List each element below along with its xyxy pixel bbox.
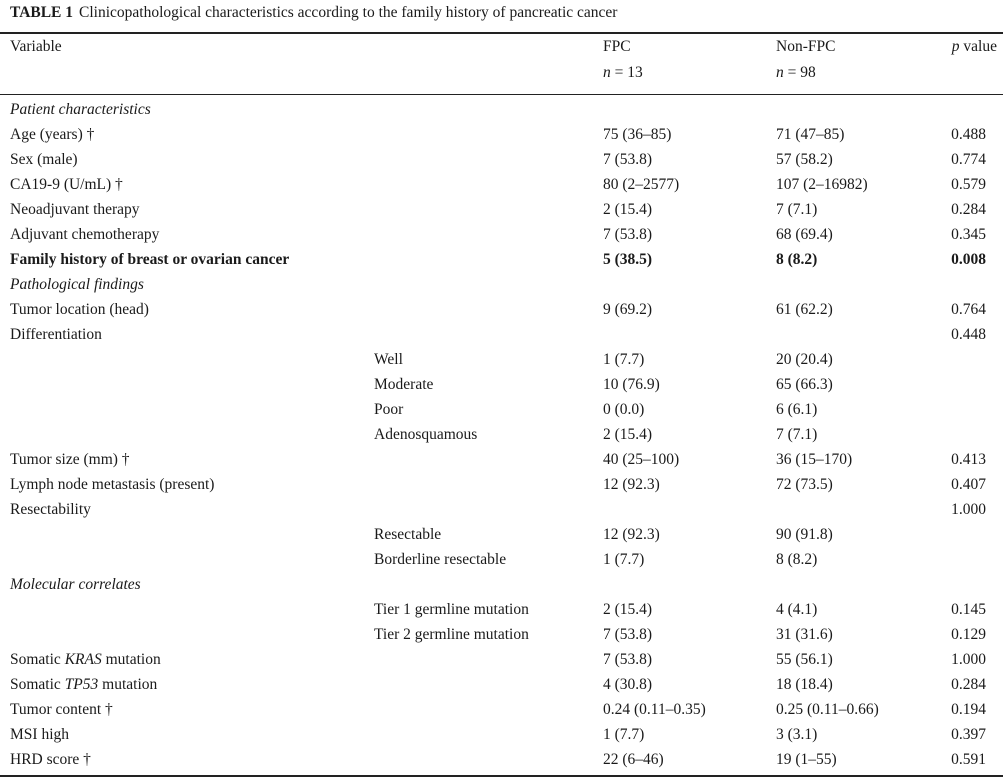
row-fpc: 7 (53.8) — [603, 651, 653, 668]
row-fpc: 2 (15.4) — [603, 426, 653, 443]
row-variable: Tumor size (mm) † — [10, 451, 130, 468]
header-fpc: FPC — [603, 38, 631, 55]
row-p: 0.129 — [951, 626, 986, 643]
row-nonfpc: 71 (47–85) — [776, 126, 845, 143]
table-row — [0, 722, 1003, 747]
row-nonfpc: 90 (91.8) — [776, 526, 833, 543]
gene-name: TP53 — [64, 676, 99, 693]
table-row — [0, 197, 1003, 222]
row-nonfpc: 8 (8.2) — [776, 251, 818, 268]
table-subrow — [0, 347, 1003, 372]
header-nonfpc-n — [776, 64, 816, 82]
header-variable: Variable — [10, 38, 62, 55]
bottom-rule — [0, 775, 1003, 777]
row-fpc: 7 (53.8) — [603, 626, 653, 643]
row-fpc: 75 (36–85) — [603, 126, 672, 143]
row-variable: Resectability — [10, 501, 91, 518]
row-p: 0.284 — [951, 676, 986, 693]
table-row — [0, 147, 1003, 172]
header-p-value — [952, 38, 997, 56]
table-subrow — [0, 422, 1003, 447]
header-nonfpc-n-value: = 98 — [783, 64, 816, 81]
table-row — [0, 672, 1003, 697]
table-row — [0, 122, 1003, 147]
row-nonfpc: 61 (62.2) — [776, 301, 833, 318]
row-variable: Tumor content † — [10, 701, 113, 718]
row-p: 0.764 — [951, 301, 986, 318]
row-p: 0.397 — [951, 726, 986, 743]
table-row — [0, 697, 1003, 722]
row-nonfpc: 0.25 (0.11–0.66) — [776, 701, 879, 718]
row-nonfpc: 19 (1–55) — [776, 751, 837, 768]
table-title: Clinicopathological characteristics according to the family history of pancreatic cancer — [79, 4, 618, 21]
header-nonfpc-n-symbol: n — [776, 64, 784, 81]
row-variable: Differentiation — [10, 326, 102, 343]
row-variable: HRD score † — [10, 751, 91, 768]
header-nonfpc: Non-FPC — [776, 38, 836, 55]
row-nonfpc: 7 (7.1) — [776, 201, 818, 218]
row-p: 0.008 — [951, 251, 986, 268]
table-label: TABLE 1 — [10, 4, 74, 21]
table-subrow — [0, 597, 1003, 622]
row-p: 0.413 — [951, 451, 986, 468]
section-title: Patient characteristics — [10, 101, 151, 118]
row-nonfpc: 8 (8.2) — [776, 551, 818, 568]
row-fpc: 7 (53.8) — [603, 226, 653, 243]
table-subrow — [0, 372, 1003, 397]
row-p: 0.774 — [951, 151, 986, 168]
section-row — [0, 97, 1003, 122]
header-rule — [0, 94, 1003, 95]
row-variable: CA19-9 (U/mL) † — [10, 176, 123, 193]
row-p: 0.345 — [951, 226, 986, 243]
row-subvariable: Borderline resectable — [374, 551, 507, 568]
row-fpc: 1 (7.7) — [603, 351, 645, 368]
row-subvariable: Tier 1 germline mutation — [374, 601, 529, 618]
row-p: 0.145 — [951, 601, 986, 618]
table-row — [0, 472, 1003, 497]
row-p: 0.591 — [951, 751, 986, 768]
section-title: Pathological findings — [10, 276, 144, 293]
row-fpc: 2 (15.4) — [603, 601, 653, 618]
row-fpc: 2 (15.4) — [603, 201, 653, 218]
row-nonfpc: 57 (58.2) — [776, 151, 833, 168]
row-variable: Tumor location (head) — [10, 301, 149, 318]
row-variable: Family history of breast or ovarian cancer — [10, 251, 290, 268]
row-p: 1.000 — [951, 501, 986, 518]
row-subvariable: Adenosquamous — [374, 426, 478, 443]
row-variable-prefix: Somatic — [10, 676, 65, 693]
header-fpc-n-value: = 13 — [610, 64, 643, 81]
table-caption — [10, 4, 617, 22]
section-row — [0, 272, 1003, 297]
row-fpc: 1 (7.7) — [603, 551, 645, 568]
row-fpc: 40 (25–100) — [603, 451, 680, 468]
row-nonfpc: 18 (18.4) — [776, 676, 833, 693]
row-p: 0.284 — [951, 201, 986, 218]
header-fpc-n — [603, 64, 643, 82]
row-fpc: 12 (92.3) — [603, 476, 660, 493]
row-fpc: 10 (76.9) — [603, 376, 660, 393]
row-fpc: 7 (53.8) — [603, 151, 653, 168]
row-variable-suffix: mutation — [98, 676, 158, 693]
row-variable: Neoadjuvant therapy — [10, 201, 140, 218]
header-p-label: value — [959, 38, 997, 55]
gene-name: KRAS — [64, 651, 102, 668]
section-row — [0, 572, 1003, 597]
row-fpc: 4 (30.8) — [603, 676, 653, 693]
row-subvariable: Resectable — [374, 526, 442, 543]
section-title: Molecular correlates — [10, 576, 141, 593]
row-nonfpc: 31 (31.6) — [776, 626, 833, 643]
table-subrow — [0, 622, 1003, 647]
table-row — [0, 322, 1003, 347]
table-row — [0, 447, 1003, 472]
header-p-symbol: p — [951, 38, 960, 55]
table-row — [0, 222, 1003, 247]
table-row — [0, 747, 1003, 772]
table-row — [0, 172, 1003, 197]
row-p: 0.194 — [951, 701, 986, 718]
row-nonfpc: 72 (73.5) — [776, 476, 833, 493]
row-subvariable: Well — [374, 351, 403, 368]
row-variable: Age (years) † — [10, 126, 95, 143]
row-nonfpc: 3 (3.1) — [776, 726, 818, 743]
row-variable — [10, 672, 157, 697]
table-row — [0, 497, 1003, 522]
row-p: 0.448 — [951, 326, 986, 343]
row-nonfpc: 55 (56.1) — [776, 651, 833, 668]
row-fpc: 0 (0.0) — [603, 401, 645, 418]
row-fpc: 1 (7.7) — [603, 726, 645, 743]
table-row-highlighted — [0, 247, 1003, 272]
header-fpc-n-symbol: n — [603, 64, 611, 81]
table-subrow — [0, 547, 1003, 572]
table-row — [0, 297, 1003, 322]
row-fpc: 0.24 (0.11–0.35) — [603, 701, 706, 718]
row-variable: Lymph node metastasis (present) — [10, 476, 215, 493]
row-p: 0.579 — [951, 176, 986, 193]
row-nonfpc: 4 (4.1) — [776, 601, 818, 618]
row-fpc: 12 (92.3) — [603, 526, 660, 543]
row-variable-suffix: mutation — [101, 651, 161, 668]
table-body — [0, 97, 1003, 772]
table-subrow — [0, 522, 1003, 547]
row-p: 1.000 — [951, 651, 986, 668]
row-fpc: 5 (38.5) — [603, 251, 653, 268]
row-variable: Adjuvant chemotherapy — [10, 226, 160, 243]
row-nonfpc: 7 (7.1) — [776, 426, 818, 443]
row-variable: Sex (male) — [10, 151, 78, 168]
row-p: 0.407 — [951, 476, 986, 493]
table-row — [0, 647, 1003, 672]
row-fpc: 80 (2–2577) — [603, 176, 680, 193]
row-fpc: 22 (6–46) — [603, 751, 664, 768]
row-nonfpc: 36 (15–170) — [776, 451, 853, 468]
row-nonfpc: 65 (66.3) — [776, 376, 833, 393]
row-nonfpc: 20 (20.4) — [776, 351, 833, 368]
row-p: 0.488 — [951, 126, 986, 143]
row-subvariable: Moderate — [374, 376, 434, 393]
row-variable — [10, 647, 161, 672]
row-subvariable: Tier 2 germline mutation — [374, 626, 529, 643]
row-nonfpc: 107 (2–16982) — [776, 176, 868, 193]
row-variable-prefix: Somatic — [10, 651, 65, 668]
row-fpc: 9 (69.2) — [603, 301, 653, 318]
row-subvariable: Poor — [374, 401, 404, 418]
table-subrow — [0, 397, 1003, 422]
row-variable: MSI high — [10, 726, 69, 743]
top-rule — [0, 32, 1003, 34]
row-nonfpc: 6 (6.1) — [776, 401, 818, 418]
row-nonfpc: 68 (69.4) — [776, 226, 833, 243]
